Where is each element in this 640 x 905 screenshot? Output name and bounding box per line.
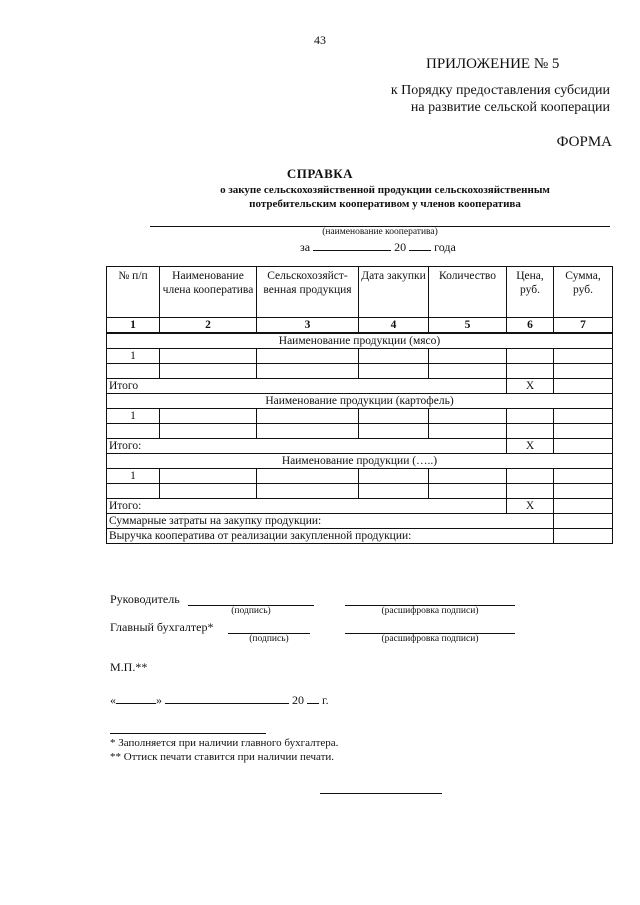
appendix-subtitle: [360, 82, 610, 116]
total-label: Итого:: [107, 439, 507, 454]
column-number: 4: [359, 318, 429, 334]
table-cell[interactable]: [359, 409, 429, 424]
table-cell[interactable]: [507, 484, 554, 499]
table-row: [107, 484, 613, 499]
page-number: 43: [314, 33, 326, 47]
table-cell[interactable]: [107, 364, 160, 379]
header-price: Цена, руб.: [507, 267, 554, 318]
period-row: [300, 240, 456, 255]
total-label: Итого:: [107, 499, 507, 514]
column-number: 6: [507, 318, 554, 334]
total-sum-cell[interactable]: [554, 499, 613, 514]
accountant-label: Главный бухгалтер*: [110, 620, 214, 634]
column-number: 1: [107, 318, 160, 334]
bottom-line: [320, 793, 442, 794]
table-cell[interactable]: [554, 364, 613, 379]
total-sum-cell[interactable]: [554, 379, 613, 394]
period-year-blank: [409, 240, 431, 251]
cooperative-name-caption: (наименование кооператива): [322, 227, 438, 237]
table-cell[interactable]: [429, 349, 507, 364]
table-cell[interactable]: [257, 409, 359, 424]
total-mark: Х: [507, 499, 554, 514]
summary-costs-label: Суммарные затраты на закупку продукции:: [107, 514, 554, 529]
document-subtitle-line-2: потребительским кооперативом у членов кооператива: [249, 198, 521, 210]
date-close-quote: »: [156, 693, 162, 707]
column-number: 2: [160, 318, 257, 334]
purchase-table: [106, 266, 613, 544]
revenue-cell[interactable]: [554, 529, 613, 544]
period-year-prefix: 20: [394, 240, 407, 254]
table-cell[interactable]: [554, 349, 613, 364]
table-cell[interactable]: [429, 409, 507, 424]
table-cell[interactable]: [554, 424, 613, 439]
row-number: 1: [107, 469, 160, 484]
table-cell[interactable]: [429, 484, 507, 499]
document-title: СПРАВКА: [286, 166, 354, 181]
summary-costs-row: [107, 514, 613, 529]
table-cell[interactable]: [429, 424, 507, 439]
section-header-row: [107, 333, 613, 349]
table-cell[interactable]: [107, 424, 160, 439]
head-label: Руководитель: [110, 592, 180, 606]
table-cell[interactable]: [160, 364, 257, 379]
table-cell[interactable]: [160, 484, 257, 499]
table-cell[interactable]: [257, 364, 359, 379]
appendix-line-1: к Порядку предоставления субсидии: [390, 83, 610, 98]
table-cell[interactable]: [359, 469, 429, 484]
footnote-1: * Заполняется при наличии главного бухгалтера.: [110, 737, 339, 749]
head-signature-caption: (подпись): [231, 606, 271, 616]
column-number: 5: [429, 318, 507, 334]
total-mark: Х: [507, 439, 554, 454]
table-cell[interactable]: [507, 409, 554, 424]
table-cell[interactable]: [160, 409, 257, 424]
total-row: [107, 499, 613, 514]
table-cell[interactable]: [554, 469, 613, 484]
table-row: [107, 364, 613, 379]
table-cell[interactable]: [507, 364, 554, 379]
table-row: [107, 409, 613, 424]
footnote-separator: [110, 733, 266, 734]
date-suffix: г.: [322, 693, 329, 707]
document-subtitle-line-1: о закупе сельскохозяйственной продукции сельскохозяйственным: [220, 184, 550, 196]
period-blank: [313, 240, 391, 251]
row-number: 1: [107, 349, 160, 364]
column-number: 3: [257, 318, 359, 334]
date-year-blank[interactable]: [307, 693, 319, 704]
appendix-line-2: на развитие сельской кооперации: [410, 100, 610, 115]
table-cell[interactable]: [507, 469, 554, 484]
table-row: [107, 349, 613, 364]
date-day-blank[interactable]: [116, 693, 156, 704]
table-row: [107, 424, 613, 439]
section-name: Наименование продукции (картофель): [107, 394, 613, 409]
table-cell[interactable]: [507, 424, 554, 439]
date-month-blank[interactable]: [165, 693, 289, 704]
total-label: Итого: [107, 379, 507, 394]
header-quantity: Количество: [429, 267, 507, 318]
form-label: ФОРМА: [556, 134, 612, 150]
table-cell[interactable]: [107, 484, 160, 499]
accountant-decode-caption: (расшифровка подписи): [381, 634, 479, 644]
header-member-name: Наименование члена кооператива: [160, 267, 257, 318]
table-cell[interactable]: [257, 424, 359, 439]
date-year-prefix: 20: [292, 693, 304, 707]
total-mark: Х: [507, 379, 554, 394]
table-row: [107, 469, 613, 484]
table-cell[interactable]: [554, 484, 613, 499]
table-cell[interactable]: [160, 469, 257, 484]
row-number: 1: [107, 409, 160, 424]
date-row: [110, 693, 329, 708]
table-cell[interactable]: [359, 484, 429, 499]
summary-costs-cell[interactable]: [554, 514, 613, 529]
table-cell[interactable]: [429, 469, 507, 484]
table-cell[interactable]: [359, 424, 429, 439]
accountant-signature-caption: (подпись): [249, 634, 289, 644]
stamp-label: М.П.**: [110, 660, 148, 674]
section-header-row: [107, 454, 613, 469]
section-name: Наименование продукции (мясо): [107, 333, 613, 349]
table-cell[interactable]: [359, 364, 429, 379]
section-name: Наименование продукции (…..): [107, 454, 613, 469]
table-cell[interactable]: [429, 364, 507, 379]
header-product: Сельскохозяйст-венная продукция: [257, 267, 359, 318]
appendix-title: ПРИЛОЖЕНИЕ № 5: [426, 56, 560, 72]
table-cell[interactable]: [160, 424, 257, 439]
period-suffix: года: [434, 240, 456, 254]
header-purchase-date: Дата закупки: [359, 267, 429, 318]
revenue-row: [107, 529, 613, 544]
column-numbers-row: [107, 318, 613, 334]
date-open-quote: «: [110, 693, 116, 707]
header-sum: Сумма, руб.: [554, 267, 613, 318]
table-header-row: [107, 267, 613, 318]
total-sum-cell[interactable]: [554, 439, 613, 454]
table-cell[interactable]: [507, 349, 554, 364]
table-cell[interactable]: [554, 409, 613, 424]
header-number: № п/п: [107, 267, 160, 318]
table-cell[interactable]: [160, 349, 257, 364]
head-decode-caption: (расшифровка подписи): [381, 606, 479, 616]
table-cell[interactable]: [257, 349, 359, 364]
revenue-label: Выручка кооператива от реализации закупленной продукции:: [107, 529, 554, 544]
column-number: 7: [554, 318, 613, 334]
table-cell[interactable]: [257, 484, 359, 499]
total-row: [107, 439, 613, 454]
document-subtitle: [150, 183, 620, 211]
section-header-row: [107, 394, 613, 409]
table-cell[interactable]: [359, 349, 429, 364]
period-prefix: за: [300, 240, 311, 254]
footnote-2: ** Оттиск печати ставится при наличии печати.: [110, 751, 335, 763]
total-row: [107, 379, 613, 394]
table-cell[interactable]: [257, 469, 359, 484]
